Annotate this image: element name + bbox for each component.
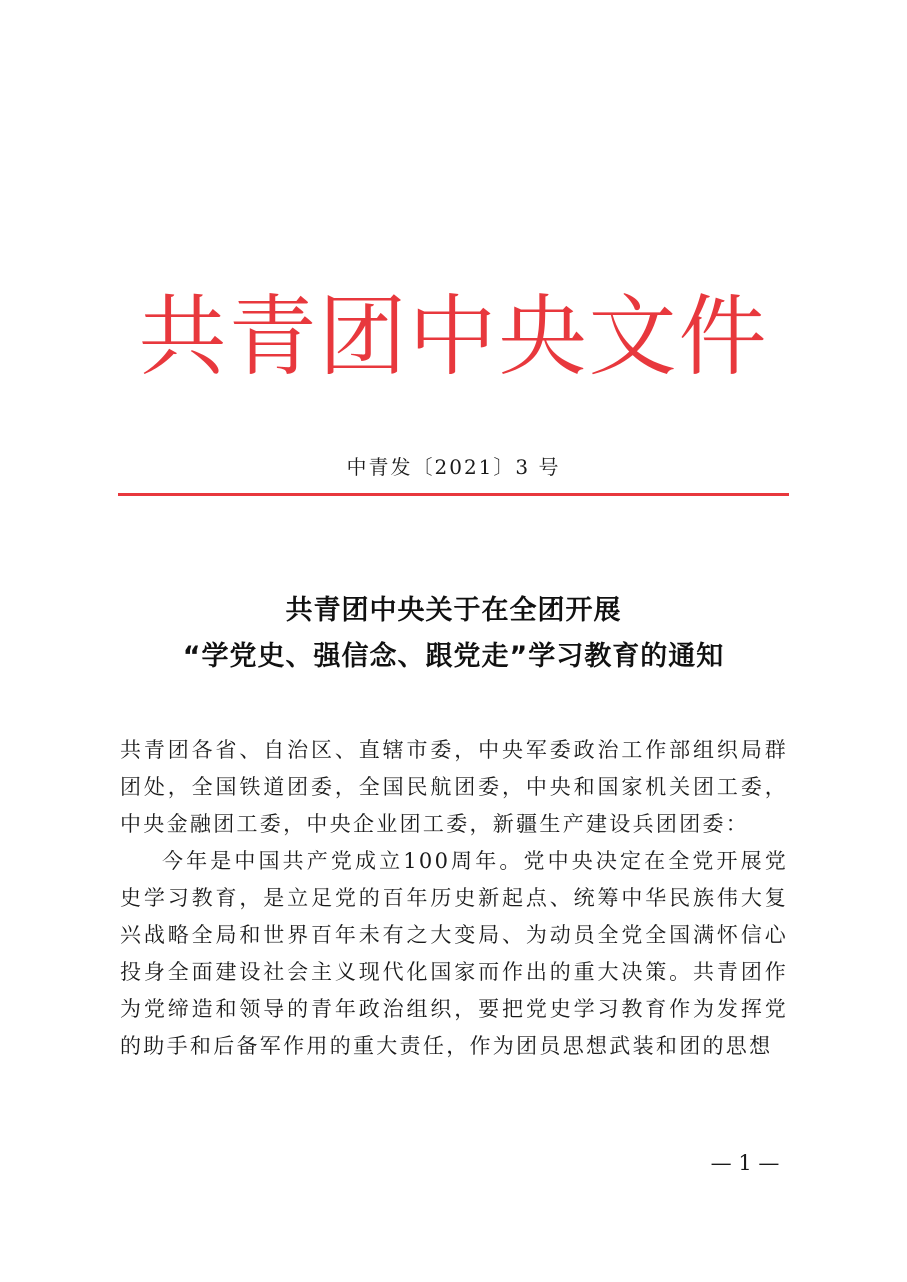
red-divider-line: [118, 493, 789, 496]
body-paragraph: 今年是中国共产党成立100周年。党中央决定在全党开展党史学习教育，是立足党的百年历史新起点、统筹中华民族伟大复兴战略全局和世界百年未有之大变局、为动员全党全国满怀信心投身全面建设社会主义现代化国家而作出的重大决策。共青团作为党缔造和领导的青年政治组织，要把党史学习教育作为发挥党的助手和后备军作用的重大责任，作为团员思想武装和团的思想: [120, 849, 788, 1058]
document-title: [60, 588, 847, 680]
addressee-paragraph: 共青团各省、自治区、直辖市委，中央军委政治工作部组织局群团处，全国铁道团委，全国民航团委，中央和国家机关团工委，中央金融团工委，中央企业团工委，新疆生产建设兵团团委：: [120, 738, 788, 836]
title-line-2: “学党史、强信念、跟党走”学习教育的通知: [182, 641, 725, 672]
document-masthead: 共青团中央文件: [138, 285, 769, 388]
title-line-1: 共青团中央关于在全团开展: [285, 595, 622, 626]
document-number: 中青发〔2021〕3 号: [346, 455, 561, 479]
page-number: — 1 —: [710, 1151, 780, 1175]
document-body: [120, 732, 788, 1065]
